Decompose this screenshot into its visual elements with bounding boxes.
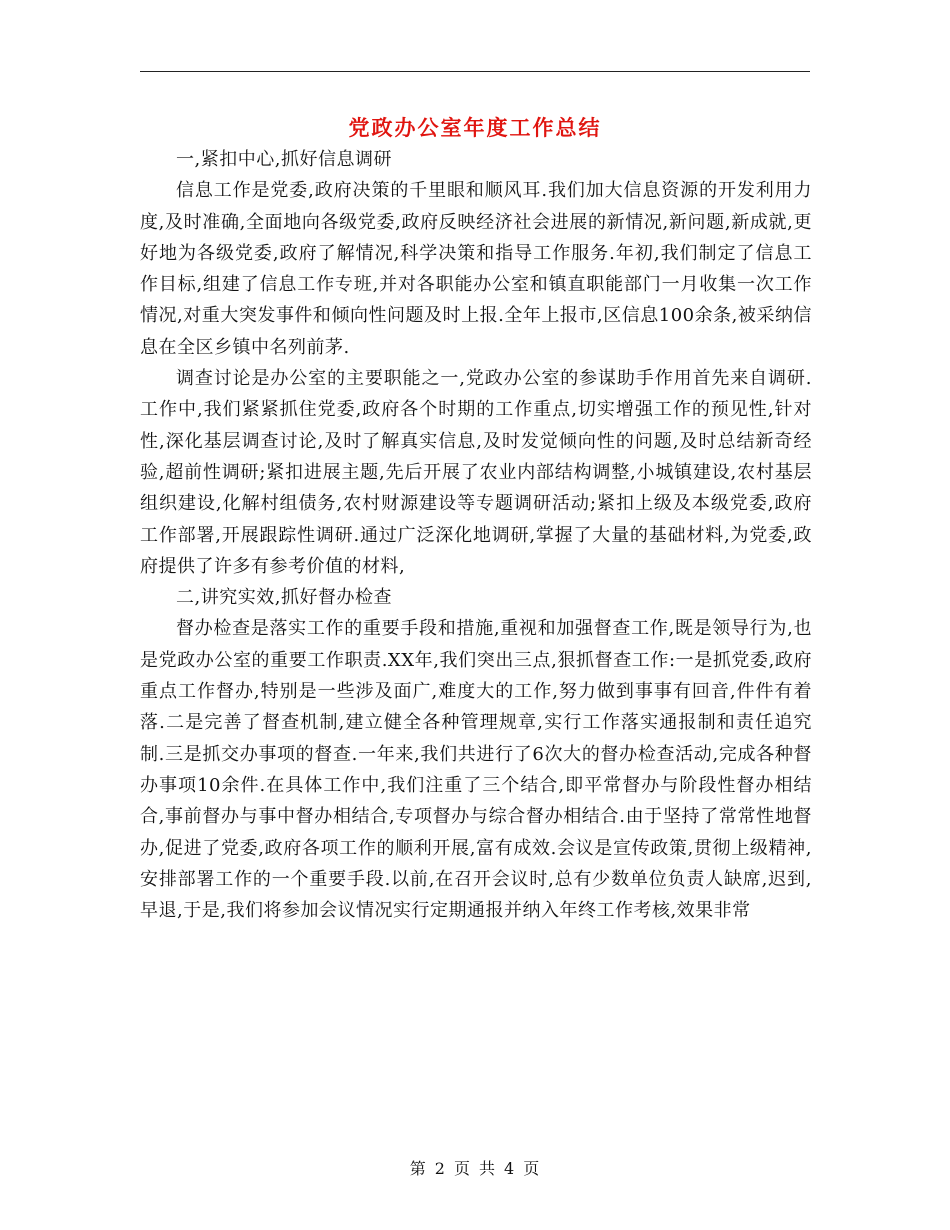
footer-page-number: 2 bbox=[434, 1159, 446, 1178]
section-heading-2: 二,讲究实效,抓好督办检查 bbox=[176, 587, 392, 609]
footer-total-pages: 4 bbox=[504, 1159, 516, 1178]
footer-ye: 页 bbox=[453, 1159, 471, 1178]
paragraph-research: 调查讨论是办公室的主要职能之一,党政办公室的参谋助手作用首先来自调研.工作中,我们紧紧抓住党委,政府各个时期的工作重点,切实增强工作的预见性,针对性,深化基层调查讨论,及时了解真实信息,及时发觉倾向性的问题,及时总结新奇经验,超前性调研;紧扣进展主题,先后开展了农业内部结构调整,小城镇建设,农村基层组织建设,化解村组债务,农村财源建设等专题调研活动;紧扣上级及本级党委,政府工作部署,开展跟踪性调研.通过广泛深化地调研,掌握了大量的基础材料,为党委,政府提供了许多有参考价值的材料, bbox=[140, 368, 812, 577]
footer-gong: 共 bbox=[479, 1159, 497, 1178]
paragraph-information-work: 信息工作是党委,政府决策的千里眼和顺风耳.我们加大信息资源的开发利用力度,及时准确,全面地向各级党委,政府反映经济社会进展的新情况,新问题,新成就,更好地为各级党委,政府了解情况,科学决策和指导工作服务.年初,我们制定了信息工作目标,组建了信息工作专班,并对各职能办公室和镇直职能部门一月收集一次工作情况,对重大突发事件和倾向性问题及时上报.全年上报市,区信息100余条,被采纳信息在全区乡镇中名列前茅. bbox=[140, 180, 812, 358]
document-title: 党政办公室年度工作总结 bbox=[348, 115, 602, 140]
section-heading-1: 一,紧扣中心,抓好信息调研 bbox=[176, 149, 392, 170]
footer-di: 第 bbox=[409, 1159, 427, 1178]
document-body bbox=[140, 144, 812, 926]
header-rule bbox=[140, 71, 810, 72]
footer-ye-2: 页 bbox=[523, 1159, 541, 1178]
page-footer bbox=[0, 1156, 950, 1179]
paragraph-supervision: 督办检查是落实工作的重要手段和措施,重视和加强督查工作,既是领导行为,也是党政办公室的重要工作职责.XX年,我们突出三点,狠抓督查工作:一是抓党委,政府重点工作督办,特别是一些涉及面广,难度大的工作,努力做到事事有回音,件件有着落.二是完善了督查机制,建立健全各种管理规章,实行工作落实通报制和责任追究制.三是抓交办事项的督查.一年来,我们共进行了6次大的督办检查活动,完成各种督办事项10余件.在具体工作中,我们注重了三个结合,即平常督办与阶段性督办相结合,事前督办与事中督办相结合,专项督办与综合督办相结合.由于坚持了常常性地督办,促进了党委,政府各项工作的顺利开展,富有成效.会议是宣传政策,贯彻上级精神,安排部署工作的一个重要手段.以前,在召开会议时,总有少数单位负责人缺席,迟到,早退,于是,我们将参加会议情况实行定期通报并纳入年终工作考核,效果非常 bbox=[140, 618, 812, 922]
